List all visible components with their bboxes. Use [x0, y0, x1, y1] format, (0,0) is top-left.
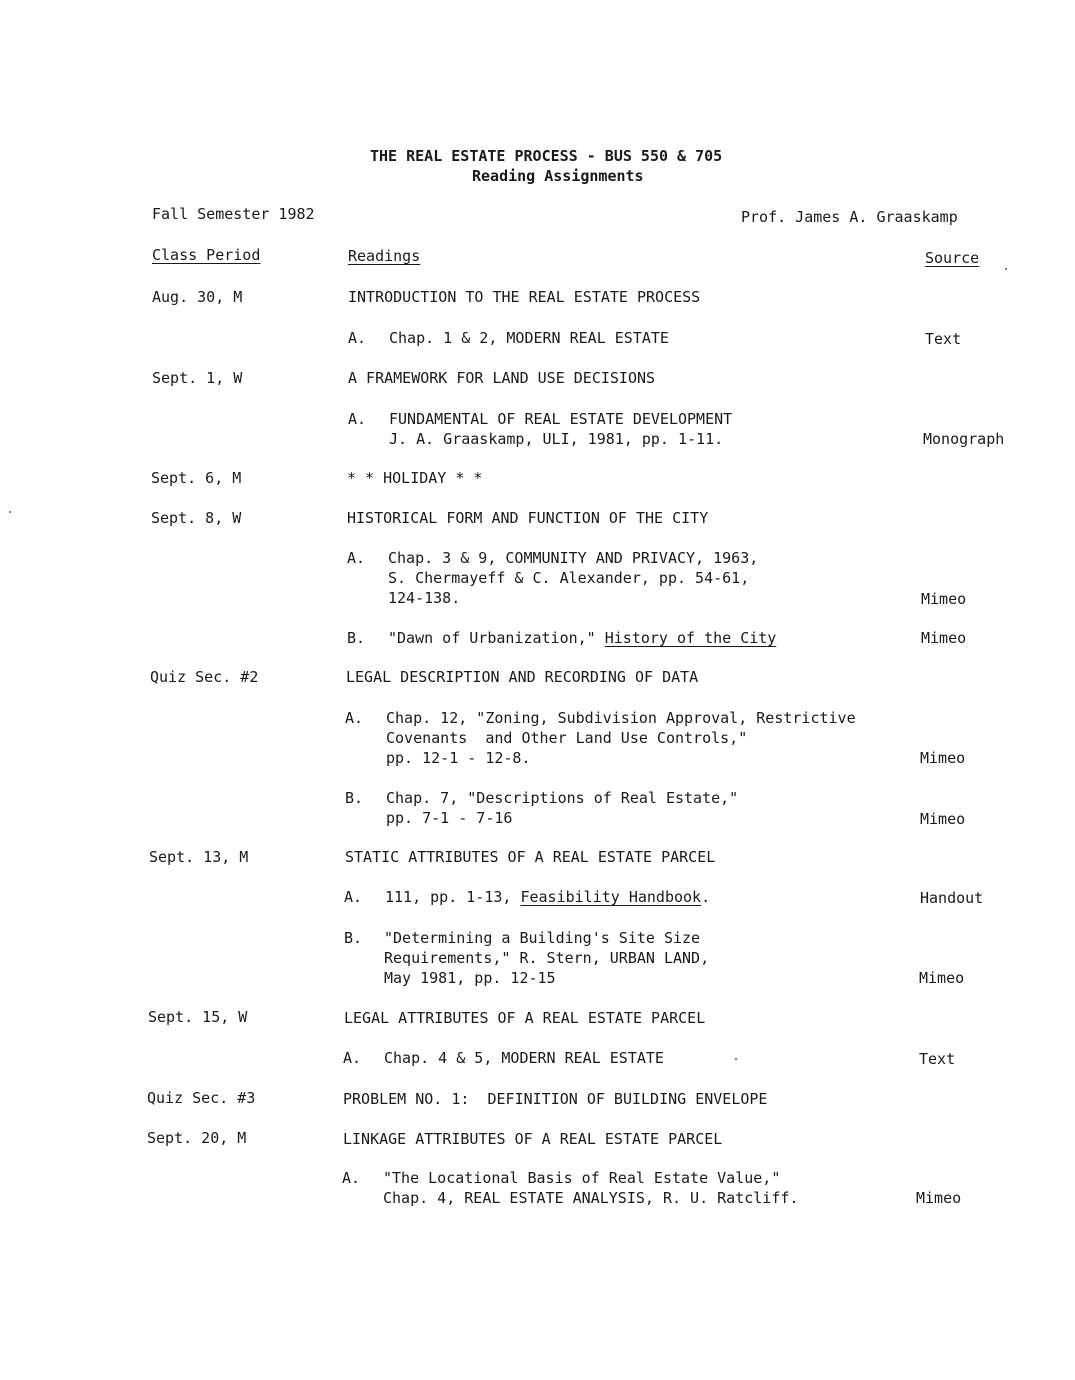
document-subtitle: Reading Assignments [472, 167, 644, 185]
reading-line [385, 887, 710, 907]
scan-speck [1005, 268, 1007, 270]
reading-source: Text [919, 1050, 956, 1068]
reading-marker: B. [344, 929, 363, 947]
reading-line: FUNDAMENTAL OF REAL ESTATE DEVELOPMENT [389, 410, 733, 428]
reading-book-title: Feasibility Handbook [520, 888, 702, 906]
reading-line: Covenants and Other Land Use Controls," [386, 729, 748, 747]
professor-name: Prof. James A. Graaskamp [741, 208, 958, 226]
topic-heading: LEGAL DESCRIPTION AND RECORDING OF DATA [346, 668, 699, 686]
reading-marker: A. [347, 549, 366, 567]
class-period: Sept. 6, M [151, 469, 242, 487]
reading-line: Chap. 7, "Descriptions of Real Estate," [386, 789, 739, 807]
reading-marker: B. [345, 789, 364, 807]
reading-book-title: History of the City [604, 629, 777, 647]
reading-line: Chap. 12, "Zoning, Subdivision Approval, Restrictive [386, 709, 856, 727]
scan-speck [735, 1058, 737, 1060]
reading-source: Mimeo [921, 629, 967, 647]
topic-heading: PROBLEM NO. 1: DEFINITION OF BUILDING ENVELOPE [343, 1090, 768, 1108]
class-period: Sept. 8, W [151, 509, 242, 527]
reading-marker: A. [348, 329, 367, 347]
reading-line: pp. 12-1 - 12-8. [386, 749, 531, 767]
class-period: Quiz Sec. #3 [147, 1089, 256, 1107]
reading-line: 124-138. [388, 589, 461, 607]
column-header-class-period: Class Period [152, 246, 261, 264]
reading-text: 111, pp. 1-13, [385, 888, 521, 906]
reading-source: Text [925, 330, 962, 348]
reading-line: Chap. 4, REAL ESTATE ANALYSIS, R. U. Ratcliff. [383, 1189, 799, 1207]
topic-heading: INTRODUCTION TO THE REAL ESTATE PROCESS [348, 288, 701, 306]
reading-line: J. A. Graaskamp, ULI, 1981, pp. 1-11. [389, 430, 724, 448]
class-period: Sept. 13, M [149, 848, 249, 866]
reading-source: Mimeo [920, 810, 966, 828]
reading-line: S. Chermayeff & C. Alexander, pp. 54-61, [388, 569, 750, 587]
reading-source: Mimeo [921, 590, 967, 608]
reading-marker: A. [343, 1049, 362, 1067]
column-header-readings: Readings [348, 247, 421, 265]
column-header-source: Source [925, 249, 980, 267]
reading-line: May 1981, pp. 12-15 [384, 969, 556, 987]
reading-line: Chap. 4 & 5, MODERN REAL ESTATE [384, 1049, 664, 1067]
reading-line: Chap. 3 & 9, COMMUNITY AND PRIVACY, 1963, [388, 549, 759, 567]
reading-marker: B. [347, 629, 366, 647]
semester-label: Fall Semester 1982 [152, 205, 315, 223]
reading-line: "Determining a Building's Site Size [384, 929, 701, 947]
class-period: Sept. 20, M [147, 1129, 247, 1147]
reading-source: Mimeo [919, 969, 965, 987]
reading-source: Handout [920, 889, 984, 907]
reading-line: Requirements," R. Stern, URBAN LAND, [384, 949, 710, 967]
topic-heading: LEGAL ATTRIBUTES OF A REAL ESTATE PARCEL [344, 1009, 706, 1027]
reading-line: Chap. 1 & 2, MODERN REAL ESTATE [389, 329, 669, 347]
class-period: Aug. 30, M [152, 288, 243, 306]
scan-speck [9, 511, 11, 513]
reading-marker: A. [348, 410, 367, 428]
reading-line: "The Locational Basis of Real Estate Value," [383, 1169, 781, 1187]
reading-source: Mimeo [920, 749, 966, 767]
reading-marker: A. [344, 888, 363, 906]
class-period: Sept. 15, W [148, 1008, 248, 1026]
topic-heading: STATIC ATTRIBUTES OF A REAL ESTATE PARCEL [345, 848, 716, 866]
reading-source: Monograph [923, 430, 1005, 448]
topic-heading: * * HOLIDAY * * [347, 469, 483, 487]
reading-source: Mimeo [916, 1189, 962, 1207]
topic-heading: LINKAGE ATTRIBUTES OF A REAL ESTATE PARCEL [343, 1130, 723, 1148]
topic-heading: HISTORICAL FORM AND FUNCTION OF THE CITY [347, 509, 709, 527]
reading-marker: A. [342, 1169, 361, 1187]
class-period: Quiz Sec. #2 [150, 668, 259, 686]
reading-marker: A. [345, 709, 364, 727]
topic-heading: A FRAMEWORK FOR LAND USE DECISIONS [348, 369, 656, 387]
reading-text: "Dawn of Urbanization," [388, 629, 605, 647]
class-period: Sept. 1, W [152, 369, 243, 387]
reading-line [388, 628, 776, 648]
reading-text: . [701, 888, 711, 906]
document-title: THE REAL ESTATE PROCESS - BUS 550 & 705 [370, 147, 723, 165]
reading-line: pp. 7-1 - 7-16 [386, 809, 513, 827]
